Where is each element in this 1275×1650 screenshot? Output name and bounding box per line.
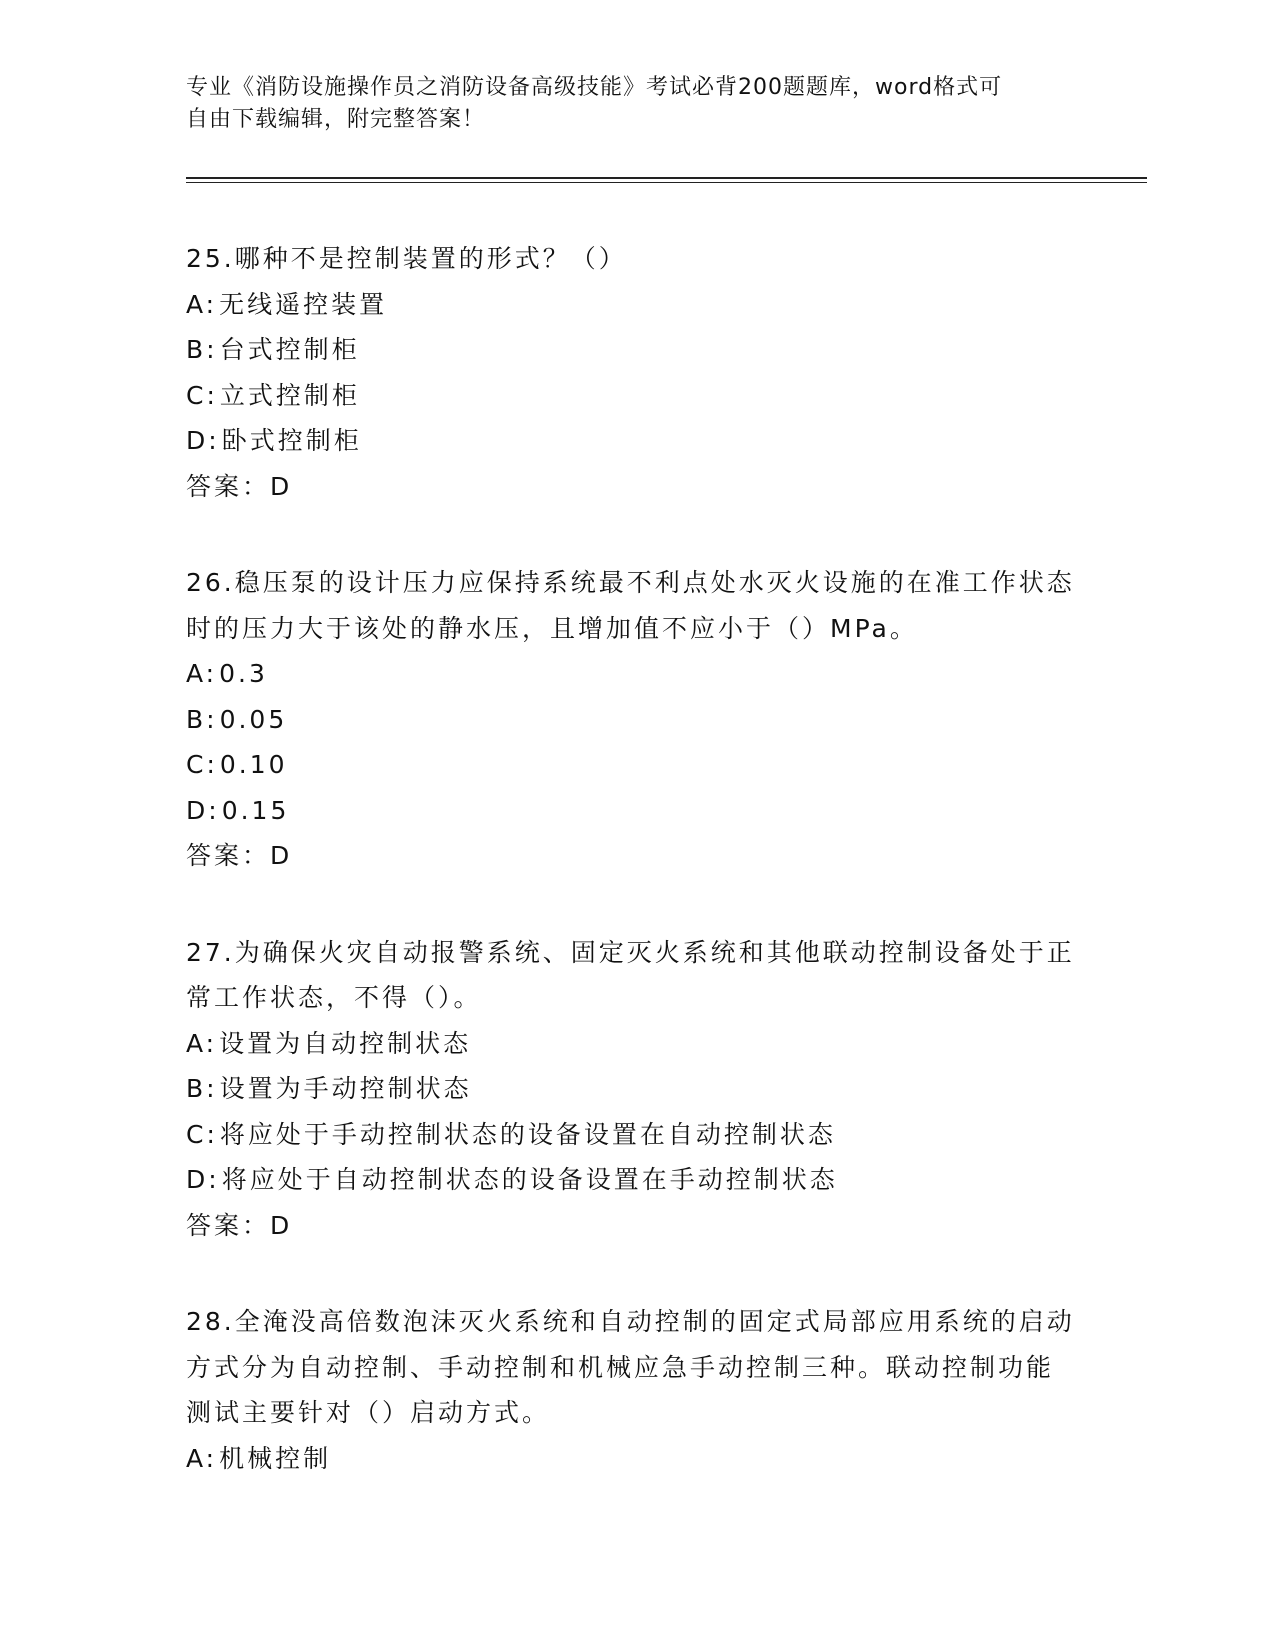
option-d <box>186 788 1076 834</box>
option-letter: C: <box>186 750 218 779</box>
question-stem: 28.全淹没高倍数泡沫灭火系统和自动控制的固定式局部应用系统的启动方式分为自动控制、手动控制和机械应急手动控制三种。联动控制功能测试主要针对（）启动方式。 <box>186 1307 1075 1427</box>
answer-line <box>186 1203 1076 1249</box>
question-25 <box>186 236 1076 509</box>
answer-value: D <box>270 471 293 501</box>
header-divider-thin <box>186 182 1147 183</box>
option-text: 机械控制 <box>219 1443 332 1473</box>
option-b <box>186 327 1076 373</box>
header-line-2: 自由下载编辑，附完整答案！ <box>186 107 486 132</box>
question-stem: 26.稳压泵的设计压力应保持系统最不利点处水灭火设施的在准工作状态时的压力大于该处的静水压，且增加值不应小于（）MPa。 <box>186 568 1075 643</box>
option-letter: B: <box>186 1074 218 1103</box>
header-line-1: 专业《消防设施操作员之消防设备高级技能》考试必背200题题库，word格式可 <box>186 75 1003 100</box>
option-d <box>186 1157 1076 1203</box>
header-divider-thick <box>186 177 1147 179</box>
option-b <box>186 697 1076 743</box>
option-text: 卧式控制柜 <box>221 426 362 455</box>
answer-label: 答案： <box>186 1210 271 1240</box>
option-c <box>186 1112 1076 1158</box>
question-list <box>186 236 1076 1532</box>
option-text: 立式控制柜 <box>219 380 360 410</box>
option-text: 0.3 <box>219 659 268 688</box>
option-letter: A: <box>186 1028 218 1058</box>
option-letter: B: <box>186 704 218 734</box>
question-stem: 27.为确保火灾自动报警系统、固定灭火系统和其他联动控制设备处于正常工作状态，不得（）。 <box>186 937 1075 1012</box>
answer-label: 答案： <box>186 471 271 501</box>
option-letter: A: <box>186 1443 218 1473</box>
question-stem: 25.哪种不是控制装置的形式？（） <box>186 244 627 273</box>
option-c <box>186 742 1076 788</box>
question-26 <box>186 560 1076 879</box>
option-a <box>186 1436 1076 1482</box>
option-text: 设置为自动控制状态 <box>219 1028 472 1058</box>
answer-line <box>186 464 1076 510</box>
answer-label: 答案： <box>186 841 271 870</box>
question-28 <box>186 1299 1076 1481</box>
option-text: 无线遥控装置 <box>219 289 388 319</box>
option-letter: A: <box>186 659 218 688</box>
option-c <box>186 373 1076 419</box>
option-text: 将应处于自动控制状态的设备设置在手动控制状态 <box>221 1165 838 1194</box>
option-letter: C: <box>186 380 218 410</box>
option-letter: D: <box>186 426 220 455</box>
option-a <box>186 651 1076 697</box>
option-text: 0.15 <box>221 795 290 825</box>
document-header <box>186 72 1086 136</box>
option-letter: C: <box>186 1119 218 1149</box>
option-text: 设置为手动控制状态 <box>219 1074 472 1103</box>
answer-line <box>186 833 1076 879</box>
option-letter: A: <box>186 289 218 319</box>
option-letter: D: <box>186 1165 220 1194</box>
option-d <box>186 418 1076 464</box>
option-text: 台式控制柜 <box>219 335 360 364</box>
option-text: 0.10 <box>219 750 288 779</box>
option-a <box>186 1021 1076 1067</box>
option-letter: B: <box>186 335 218 364</box>
option-text: 将应处于手动控制状态的设备设置在自动控制状态 <box>219 1119 836 1149</box>
option-a <box>186 282 1076 328</box>
option-letter: D: <box>186 795 220 825</box>
option-text: 0.05 <box>219 704 288 734</box>
answer-value: D <box>270 1210 293 1240</box>
answer-value: D <box>270 841 293 870</box>
option-b <box>186 1066 1076 1112</box>
question-27 <box>186 930 1076 1249</box>
